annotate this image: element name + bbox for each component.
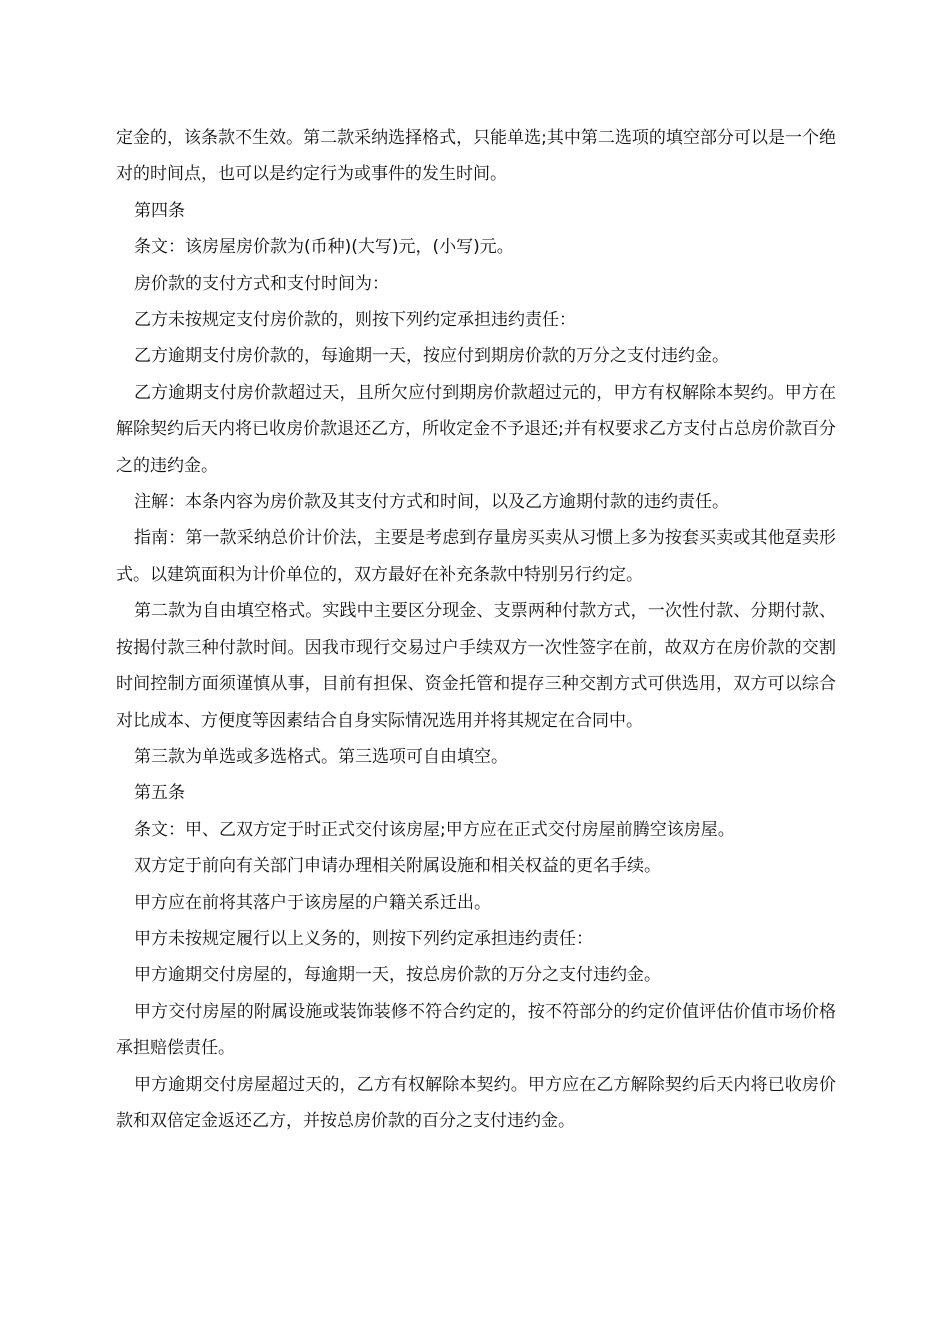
paragraph-8: 注解：本条内容为房价款及其支付方式和时间，以及乙方逾期付款的违约责任。 [134,492,729,513]
paragraph-14: 双方定于前向有关部门申请办理相关附属设施和相关权益的更名手续。 [134,856,661,877]
paragraph-16: 甲方未按规定履行以上义务的，则按下列约定承担违约责任： [134,928,593,949]
article-4-heading: 第四条 [134,200,185,221]
paragraph-17: 甲方逾期交付房屋的，每逾期一天，按总房价款的万分之支付违约金。 [134,965,661,986]
paragraph-7: 乙方逾期支付房价款超过天，且所欠应付到期房价款超过元的，甲方有权解除本契约。甲方在解除契约后天内将已收房价款退还乙方，所收定金不予退还;并有权要求乙方支付占总房价款百分之的违约金。 [116,382,836,476]
document-body [116,120,836,1139]
paragraph-6: 乙方逾期支付房价款的，每逾期一天，按应付到期房价款的万分之支付违约金。 [134,346,729,367]
paragraph-10: 第二款为自由填空格式。实践中主要区分现金、支票两种付款方式，一次性付款、分期付款、按揭付款三种付款时间。因我市现行交易过户手续双方一次性签字在前，故双方在房价款的交割时间控制方面须谨慎从事，目前有担保、资金托管和提存三种交割方式可供选用，双方可以综合对比成本、方便度等因素结合自身实际情况选用并将其规定在合同中。 [116,601,836,731]
paragraph-15: 甲方应在前将其落户于该房屋的户籍关系迁出。 [134,892,491,913]
paragraph-13: 条文：甲、乙双方定于时正式交付该房屋;甲方应在正式交付房屋前腾空该房屋。 [134,819,735,840]
paragraph-18: 甲方交付房屋的附属设施或装饰装修不符合约定的，按不符部分的约定价值评估价值市场价格承担赔偿责任。 [116,1001,836,1059]
paragraph-9: 指南：第一款采纳总价计价法，主要是考虑到存量房买卖从习惯上多为按套买卖或其他趸卖形式。以建筑面积为计价单位的，双方最好在补充条款中特别另行约定。 [116,528,836,585]
paragraph-11: 第三款为单选或多选格式。第三选项可自由填空。 [134,746,508,767]
paragraph-3: 条文：该房屋房价款为(币种)(大写)元，(小写)元。 [134,237,514,258]
paragraph-1: 定金的，该条款不生效。第二款采纳选择格式，只能单选;其中第二选项的填空部分可以是一个绝对的时间点，也可以是约定行为或事件的发生时间。 [116,128,836,185]
article-5-heading: 第五条 [134,783,185,804]
paragraph-4: 房价款的支付方式和支付时间为： [134,273,389,294]
paragraph-5: 乙方未按规定支付房价款的，则按下列约定承担违约责任： [134,310,576,331]
paragraph-19: 甲方逾期交付房屋超过天的，乙方有权解除本契约。甲方应在乙方解除契约后天内将已收房价款和双倍定金返还乙方，并按总房价款的百分之支付违约金。 [116,1074,836,1131]
